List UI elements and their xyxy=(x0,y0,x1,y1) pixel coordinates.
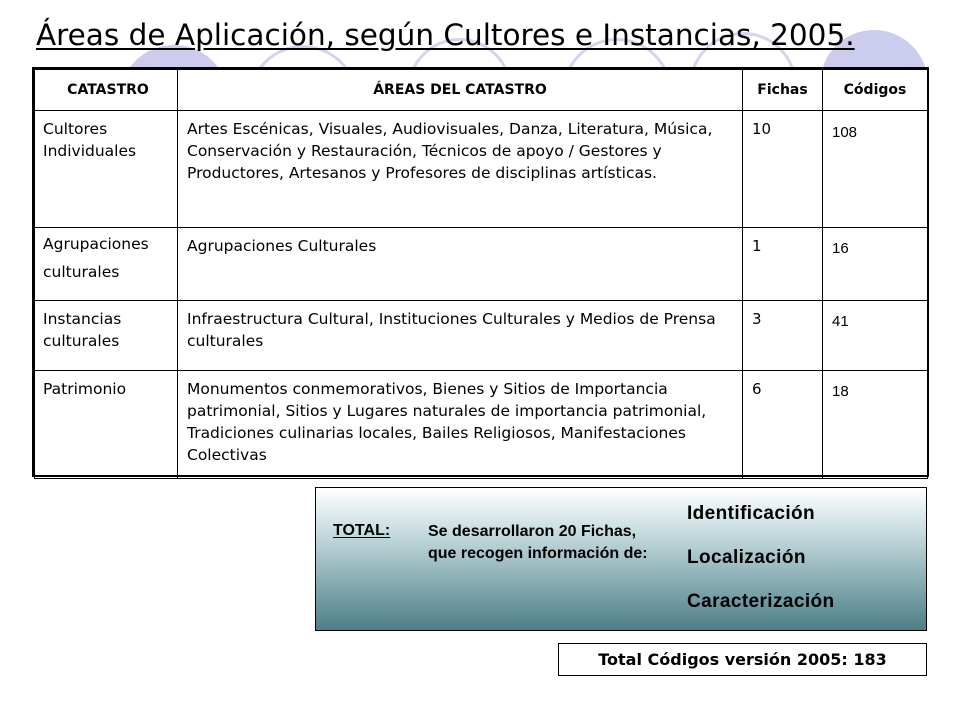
column-header-areas: ÁREAS DEL CATASTRO xyxy=(178,70,743,111)
summary-item-localizacion: Localización xyxy=(687,547,806,568)
summary-list xyxy=(687,503,835,635)
cell-areas: Artes Escénicas, Visuales, Audiovisuales, Danza, Literatura, Música, Conservación y Restauración, Técnicos de apoyo / Gestores y Productores, Artesanos y Profesores de disciplinas artísticas. xyxy=(178,111,743,228)
cell-codigos: 41 xyxy=(823,301,928,371)
cell-fichas: 3 xyxy=(743,301,823,371)
summary-label: TOTAL: xyxy=(333,522,391,539)
cell-catastro: Agrupaciones culturales xyxy=(35,228,178,301)
column-header-fichas: Fichas xyxy=(743,70,823,111)
cell-codigos: 18 xyxy=(823,371,928,479)
table-header-row xyxy=(35,70,928,111)
cell-catastro: Patrimonio xyxy=(35,371,178,479)
cell-fichas: 1 xyxy=(743,228,823,301)
table-row xyxy=(35,111,928,228)
cell-areas: Infraestructura Cultural, Instituciones Culturales y Medios de Prensa culturales xyxy=(178,301,743,371)
table-row xyxy=(35,371,928,479)
summary-item-identificacion: Identificación xyxy=(687,503,816,524)
cell-areas: Agrupaciones Culturales xyxy=(178,228,743,301)
summary-description: Se desarrollaron 20 Fichas, que recogen información de: xyxy=(428,523,648,562)
catalog-table xyxy=(34,69,928,479)
total-codes-box: Total Códigos versión 2005: 183 xyxy=(558,643,927,676)
cell-fichas: 6 xyxy=(743,371,823,479)
slide-title: Áreas de Aplicación, según Cultores e Instancias, 2005. xyxy=(36,18,855,52)
summary-box xyxy=(315,487,927,631)
table-row xyxy=(35,228,928,301)
cell-codigos: 108 xyxy=(823,111,928,228)
table-row xyxy=(35,301,928,371)
cell-codigos: 16 xyxy=(823,228,928,301)
column-header-catastro: CATASTRO xyxy=(35,70,178,111)
cell-fichas: 10 xyxy=(743,111,823,228)
cell-catastro: Cultores Individuales xyxy=(35,111,178,228)
summary-item-caracterizacion: Caracterización xyxy=(687,591,835,612)
cell-catastro: Instancias culturales xyxy=(35,301,178,371)
cell-areas: Monumentos conmemorativos, Bienes y Sitios de Importancia patrimonial, Sitios y Lugares naturales de importancia patrimonial, Tradiciones culinarias locales, Bailes Religiosos, Manifestaciones Colectivas xyxy=(178,371,743,479)
column-header-codigos: Códigos xyxy=(823,70,928,111)
